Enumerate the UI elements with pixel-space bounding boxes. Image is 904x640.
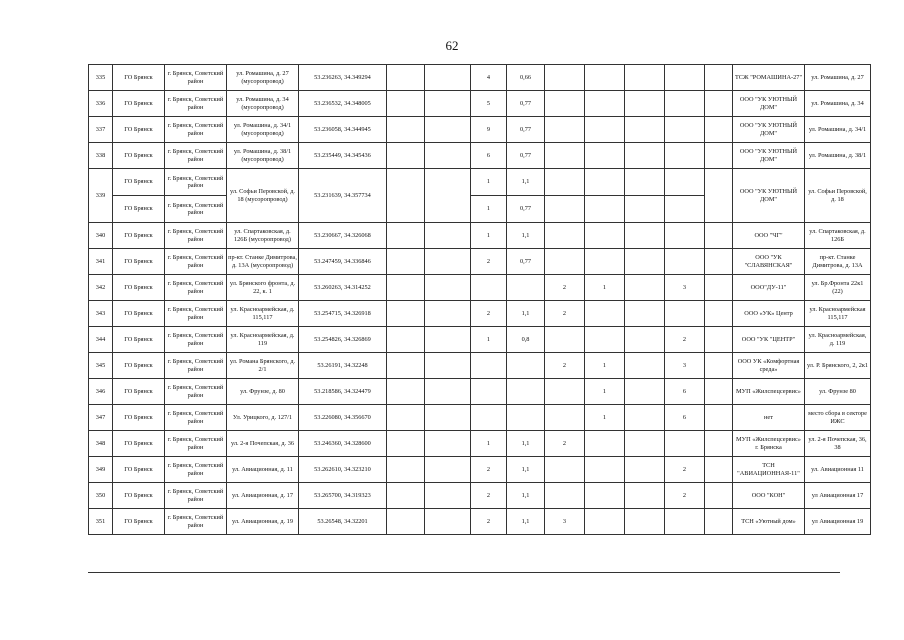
cell-volume: 1,1 [507,509,545,535]
table-row [89,249,871,275]
cell-go: ГО Брянск [113,117,165,143]
cell-empty [705,65,733,91]
cell-col-a: 2 [545,353,585,379]
waste-sites-table [88,64,871,535]
cell-coords: 53.246360, 34.328600 [299,431,387,457]
cell-num: 345 [89,353,113,379]
cell-go: ГО Брянск [113,431,165,457]
cell-num: 339 [89,169,113,223]
cell-col-c [625,379,665,405]
cell-volume: 0,77 [507,143,545,169]
cell-volume: 0,77 [507,91,545,117]
cell-col-c [625,301,665,327]
cell-address: ул. Брянского фронта, д. 22, к. 1 [227,275,299,301]
cell-org: ООО "УК УЮТНЫЙ ДОМ" [733,117,805,143]
cell-empty [705,327,733,353]
cell-coords: 53.218586, 34.324479 [299,379,387,405]
cell-volume: 0,77 [507,249,545,275]
table-row [89,509,871,535]
page-number: 62 [445,38,459,53]
cell-coords: 53.265700, 34.319323 [299,483,387,509]
cell-col-b [585,509,625,535]
cell-source: ул. Р. Брянского, 2, 2к1 [805,353,871,379]
cell-empty [387,249,425,275]
cell-empty [425,65,471,91]
cell-empty [387,65,425,91]
cell-col-b [585,65,625,91]
cell-volume: 1,1 [507,301,545,327]
page-bottom-rule [88,572,840,573]
cell-volume [507,353,545,379]
cell-source: ул. Бр.Фронта 22к1 (22) [805,275,871,301]
cell-empty [425,353,471,379]
cell-col-c [625,405,665,431]
cell-num: 351 [89,509,113,535]
cell-col-d: 2 [665,327,705,353]
cell-district: г. Брянск, Советский район [165,353,227,379]
cell-district: г. Брянск, Советский район [165,249,227,275]
cell-go: ГО Брянск [113,457,165,483]
table-row [89,143,871,169]
table-row [89,169,871,196]
cell-go: ГО Брянск [113,379,165,405]
cell-col-d [665,65,705,91]
cell-go: ГО Брянск [113,353,165,379]
cell-source: ул. Ромашина, д. 27 [805,65,871,91]
table-row [89,275,871,301]
cell-org: ООО "ЧГ" [733,223,805,249]
cell-empty [425,117,471,143]
cell-count: 2 [471,249,507,275]
cell-count [471,405,507,431]
cell-source: ул. Ромашина, д. 34 [805,91,871,117]
cell-count: 2 [471,301,507,327]
cell-source: ул. Красноармейская 115,117 [805,301,871,327]
cell-district: г. Брянск, Советский район [165,65,227,91]
cell-org: ООО УК «Комфортная среда» [733,353,805,379]
cell-volume: 1,1 [507,431,545,457]
cell-source: ул. 2-я Почепская, 36, 38 [805,431,871,457]
cell-empty [387,405,425,431]
cell-district: г. Брянск, Советский район [165,379,227,405]
cell-address: ул. Романа Брянского, д. 2/1 [227,353,299,379]
cell-empty [425,457,471,483]
cell-col-d: 6 [665,379,705,405]
table-row [89,457,871,483]
cell-col-c [625,249,665,275]
cell-col-a [545,117,585,143]
cell-org: ООО"ДУ-11" [733,275,805,301]
cell-count: 1 [471,327,507,353]
table-row [89,379,871,405]
cell-address: ул. Авиационная, д. 11 [227,457,299,483]
cell-count: 2 [471,457,507,483]
cell-count [471,353,507,379]
cell-empty [705,509,733,535]
cell-coords: 53.231639, 34.357734 [299,169,387,223]
cell-empty [705,117,733,143]
cell-volume [507,405,545,431]
cell-col-b [585,117,625,143]
cell-col-c [625,483,665,509]
cell-source: место сбора в секторе ИЖС [805,405,871,431]
cell-coords: 53.260263, 34.314252 [299,275,387,301]
cell-col-a: 2 [545,275,585,301]
cell-org: ООО "УК "ЦЕНТР" [733,327,805,353]
cell-col-a [545,405,585,431]
cell-org: МУП «Жилспецсервис» [733,379,805,405]
cell-org: ООО "УК "СЛАВЯНСКАЯ" [733,249,805,275]
cell-col-d [665,249,705,275]
table-row [89,301,871,327]
cell-go: ГО Брянск [113,143,165,169]
cell-source: ул. Красноармейская, д. 119 [805,327,871,353]
cell-empty [425,405,471,431]
cell-address: ул. Спартаковская, д. 126Б (мусоропровод) [227,223,299,249]
cell-col-c [625,327,665,353]
cell-empty [705,143,733,169]
cell-col-d [665,223,705,249]
cell-district: г. Брянск, Советский район [165,169,227,196]
cell-org: ТСН "АВИАЦИОННАЯ-11" [733,457,805,483]
cell-count: 1 [471,431,507,457]
cell-col-c [625,353,665,379]
cell-col-d [665,509,705,535]
cell-col-d [665,117,705,143]
cell-empty [705,483,733,509]
cell-empty [705,405,733,431]
cell-empty [705,379,733,405]
cell-empty [705,275,733,301]
cell-col-b [585,457,625,483]
cell-address: ул. Фрунзе, д. 80 [227,379,299,405]
cell-col-b [585,249,625,275]
cell-empty [387,457,425,483]
cell-coords: 53.26191, 34.32248 [299,353,387,379]
cell-num: 336 [89,91,113,117]
cell-num: 338 [89,143,113,169]
cell-go: ГО Брянск [113,196,165,223]
cell-col-c [625,223,665,249]
cell-coords: 53.226080, 34.356670 [299,405,387,431]
table-row [89,431,871,457]
cell-go: ГО Брянск [113,301,165,327]
cell-district: г. Брянск, Советский район [165,509,227,535]
cell-empty [705,91,733,117]
cell-empty [387,353,425,379]
cell-col-b [585,483,625,509]
cell-district: г. Брянск, Советский район [165,196,227,223]
cell-col-b [585,143,625,169]
cell-source: ул. Ромашина, д. 38/1 [805,143,871,169]
cell-volume: 0,77 [507,196,545,223]
cell-district: г. Брянск, Советский район [165,483,227,509]
cell-empty [425,275,471,301]
cell-col-d: 2 [665,457,705,483]
cell-empty [705,223,733,249]
cell-address: ул. Красноармейская, д. 119 [227,327,299,353]
cell-source: ул Авиационная 19 [805,509,871,535]
cell-num: 347 [89,405,113,431]
cell-address: ул. Ромашина, д. 27 (мусоропровод) [227,65,299,91]
cell-volume: 1,1 [507,169,545,196]
cell-go: ГО Брянск [113,91,165,117]
cell-num: 342 [89,275,113,301]
cell-col-c [625,143,665,169]
cell-col-a [545,143,585,169]
cell-col-d: 6 [665,405,705,431]
cell-empty [705,457,733,483]
cell-count: 1 [471,196,507,223]
cell-num: 343 [89,301,113,327]
cell-empty [425,431,471,457]
cell-empty [387,301,425,327]
cell-empty [425,509,471,535]
cell-empty [705,301,733,327]
cell-empty [387,143,425,169]
cell-go: ГО Брянск [113,275,165,301]
table-row [89,483,871,509]
cell-count: 1 [471,223,507,249]
table-row [89,353,871,379]
cell-col-a [545,327,585,353]
cell-go: ГО Брянск [113,405,165,431]
cell-col-a [545,65,585,91]
cell-num: 340 [89,223,113,249]
cell-volume: 0,77 [507,117,545,143]
cell-go: ГО Брянск [113,223,165,249]
cell-district: г. Брянск, Советский район [165,457,227,483]
cell-empty [387,379,425,405]
cell-coords: 53.235449, 34.345436 [299,143,387,169]
cell-address: ул. Авиационная, д. 19 [227,509,299,535]
cell-num: 350 [89,483,113,509]
cell-col-a: 2 [545,431,585,457]
cell-empty [387,223,425,249]
cell-org: нет [733,405,805,431]
cell-source: ул. Авиационная 11 [805,457,871,483]
cell-org: ООО "УК УЮТНЫЙ ДОМ" [733,143,805,169]
cell-district: г. Брянск, Советский район [165,405,227,431]
cell-source: ул. Спартаковская, д. 126Б [805,223,871,249]
cell-col-d [665,143,705,169]
cell-col-b [585,91,625,117]
cell-address: Ул. Урицкого, д. 127/1 [227,405,299,431]
cell-district: г. Брянск, Советский район [165,431,227,457]
cell-address: ул. Софьи Перовской, д. 18 (мусоропровод) [227,169,299,223]
cell-empty [387,509,425,535]
cell-volume: 0,8 [507,327,545,353]
cell-coords: 53.236532, 34.348005 [299,91,387,117]
cell-num: 346 [89,379,113,405]
cell-num: 344 [89,327,113,353]
table-row [89,405,871,431]
cell-empty [425,91,471,117]
cell-org: ООО "УК УЮТНЫЙ ДОМ" [733,91,805,117]
cell-col-b: 1 [585,379,625,405]
cell-col-a [545,223,585,249]
cell-go: ГО Брянск [113,509,165,535]
cell-count [471,275,507,301]
cell-empty [425,223,471,249]
cell-col-b: 1 [585,405,625,431]
cell-address: ул. Ромашина, д. 34/1 (мусоропровод) [227,117,299,143]
cell-col-c [625,275,665,301]
cell-address: пр-кт. Станке Димитрова, д. 13А (мусоропровод) [227,249,299,275]
cell-num: 335 [89,65,113,91]
cell-col-c [625,117,665,143]
cell-count: 2 [471,509,507,535]
cell-col-b: 1 [585,275,625,301]
cell-col-a [545,457,585,483]
table-row [89,65,871,91]
cell-col-c [625,457,665,483]
cell-district: г. Брянск, Советский район [165,117,227,143]
cell-go: ГО Брянск [113,249,165,275]
cell-address: ул. 2-я Почепская, д. 36 [227,431,299,457]
cell-col-a [545,483,585,509]
cell-volume: 0,66 [507,65,545,91]
cell-empty [425,301,471,327]
cell-district: г. Брянск, Советский район [165,143,227,169]
cell-volume: 1,1 [507,457,545,483]
cell-org: ООО "УК УЮТНЫЙ ДОМ" [733,169,805,223]
cell-count [471,379,507,405]
cell-col-d: 3 [665,275,705,301]
cell-source: ул Авиационная 17 [805,483,871,509]
cell-address: ул. Красноармейская, д. 115,117 [227,301,299,327]
cell-empty [387,431,425,457]
cell-volume [507,275,545,301]
cell-col-c [625,65,665,91]
table-row [89,327,871,353]
cell-address: ул. Ромашина, д. 38/1 (мусоропровод) [227,143,299,169]
cell-col-d: 3 [665,353,705,379]
cell-num: 337 [89,117,113,143]
cell-org: ООО "КОН" [733,483,805,509]
cell-go: ГО Брянск [113,169,165,196]
cell-district: г. Брянск, Советский район [165,327,227,353]
cell-col-c [625,431,665,457]
cell-col-d [665,91,705,117]
cell-district: г. Брянск, Советский район [165,223,227,249]
cell-num: 341 [89,249,113,275]
cell-col-b [585,327,625,353]
cell-org: ТСЖ "РОМАШИНА-27" [733,65,805,91]
cell-count: 2 [471,483,507,509]
cell-source: ул. Ромашина, д. 34/1 [805,117,871,143]
table-row [89,223,871,249]
cell-volume: 1,1 [507,223,545,249]
cell-go: ГО Брянск [113,65,165,91]
cell-col-a [545,249,585,275]
cell-source: пр-кт. Станке Димитрова, д. 13А [805,249,871,275]
cell-empty [705,353,733,379]
cell-empty [425,483,471,509]
cell-col-a: 3 [545,509,585,535]
cell-empty [425,327,471,353]
cell-source: ул. Фрунзе 80 [805,379,871,405]
cell-col-b [585,431,625,457]
cell-empty [387,91,425,117]
cell-col-d [665,301,705,327]
cell-count: 5 [471,91,507,117]
cell-count: 9 [471,117,507,143]
cell-coords: 53.254715, 34.326918 [299,301,387,327]
cell-volume [507,379,545,405]
cell-col-d: 2 [665,483,705,509]
cell-coords: 53.230667, 34.326068 [299,223,387,249]
cell-empty [425,249,471,275]
cell-coords: 53.236058, 34.344945 [299,117,387,143]
cell-col-c [625,509,665,535]
cell-empty [387,327,425,353]
cell-address: ул. Ромашина, д. 34 (мусоропровод) [227,91,299,117]
cell-source: ул. Софьи Перовской, д. 18 [805,169,871,223]
table-row [89,91,871,117]
table-row [89,117,871,143]
cell-org: МУП «Жилспецсервис» г. Брянска [733,431,805,457]
cell-empty [425,143,471,169]
cell-coords: 53.254826, 34.326869 [299,327,387,353]
cell-col-c [625,91,665,117]
cell-col-b: 1 [585,353,625,379]
cell-empty [705,249,733,275]
cell-coords: 53.262610, 34.323210 [299,457,387,483]
cell-count: 6 [471,143,507,169]
cell-num: 348 [89,431,113,457]
cell-district: г. Брянск, Советский район [165,301,227,327]
cell-col-a [545,91,585,117]
cell-empty [387,117,425,143]
cell-district: г. Брянск, Советский район [165,275,227,301]
cell-col-d [665,431,705,457]
cell-count: 1 [471,169,507,196]
cell-col-b [585,223,625,249]
cell-coords: 53.236263, 34.349294 [299,65,387,91]
cell-count: 4 [471,65,507,91]
cell-num: 349 [89,457,113,483]
cell-empty [387,275,425,301]
cell-coords: 53.26548, 34.32201 [299,509,387,535]
cell-district: г. Брянск, Советский район [165,91,227,117]
cell-empty [387,483,425,509]
cell-go: ГО Брянск [113,483,165,509]
cell-go: ГО Брянск [113,327,165,353]
cell-empty [705,431,733,457]
cell-col-a [545,379,585,405]
cell-col-b [585,301,625,327]
cell-col-a: 2 [545,301,585,327]
cell-volume: 1,1 [507,483,545,509]
cell-address: ул. Авиационная, д. 17 [227,483,299,509]
cell-org: ТСН «Уютный дом» [733,509,805,535]
cell-org: ООО «УК» Центр [733,301,805,327]
cell-coords: 53.247459, 34.336846 [299,249,387,275]
cell-empty [425,379,471,405]
